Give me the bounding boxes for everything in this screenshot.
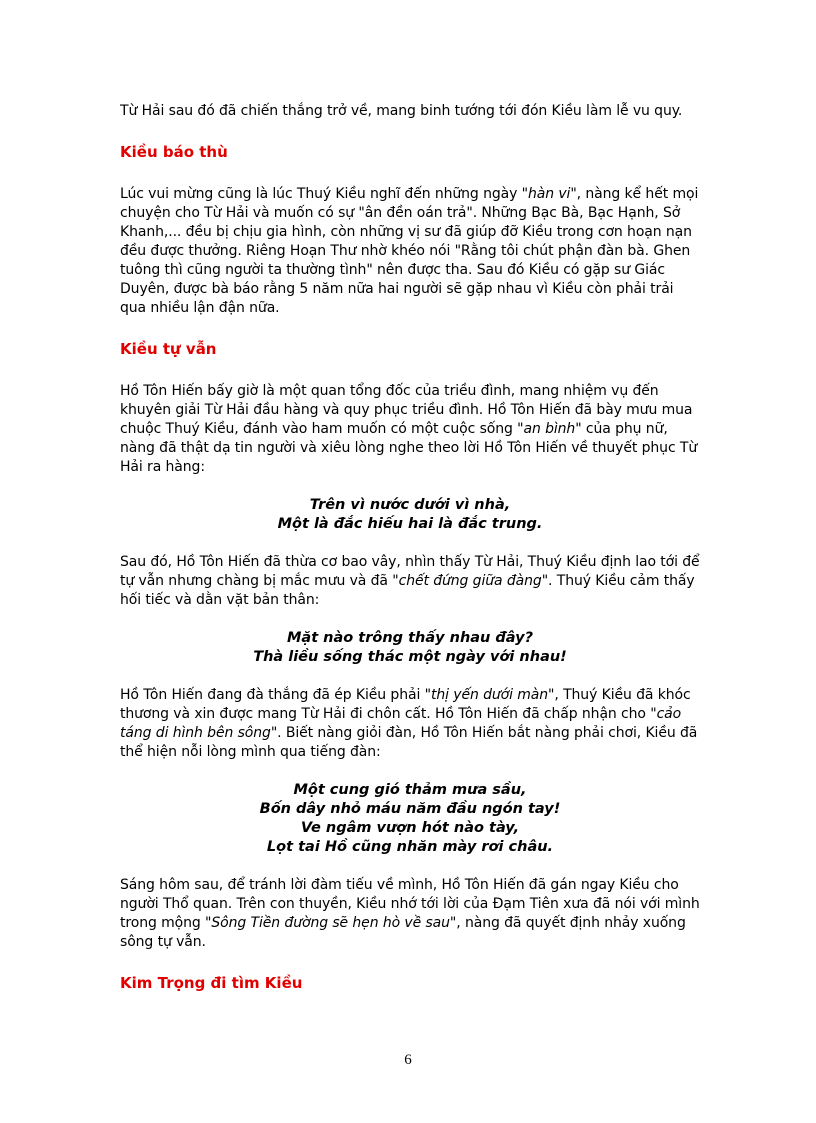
poem-line: Mặt nào trông thấy nhau đây? (286, 630, 534, 646)
paragraph-tu-van: Sáng hôm sau, để tránh lời đàm tiếu về mình, Hồ Tôn Hiến đã gán ngay Kiều cho người Thổ quan. Trên con thuyền, Kiều nhớ tới lời của Đạm Tiên xưa đã nói với mình trong mộng "Sông Tiền đường sẽ hẹn hò về sau", nàng đã quyết định nhảy xuống sông tự vẫn. (120, 877, 700, 950)
poem-line: Trên vì nước dưới vì nhà, (309, 497, 511, 513)
poem-tren-vi-nuoc (120, 496, 700, 534)
paragraph-ho-ton-hien: Hồ Tôn Hiến bấy giờ là một quan tổng đốc của triều đình, mang nhiệm vụ đến khuyên giải Từ Hải đầu hàng và quy phục triều đình. Hồ Tôn Hiến đã bày mưu mua chuộc Thuý Kiều, đánh vào ham muốn có một cuộc sống "an bình" của phụ nữ, nàng đã thật dạ tin người và xiêu lòng nghe theo lời Hồ Tôn Hiến về thuyết phục Từ Hải ra hàng: (120, 383, 698, 475)
poem-mat-nao (120, 629, 700, 667)
poem-mot-cung (120, 781, 700, 857)
poem-line: Một là đắc hiếu hai là đắc trung. (277, 516, 543, 532)
poem-line: Bốn dây nhỏ máu năm đầu ngón tay! (259, 801, 561, 817)
page-number: 6 (404, 1052, 412, 1068)
paragraph-bao-vay: Sau đó, Hồ Tôn Hiến đã thừa cơ bao vây, nhìn thấy Từ Hải, Thuý Kiều định lao tới để tự vẫn nhưng chàng bị mắc mưu và đã "chết đứng giữa đàng". Thuý Kiều cảm thấy hối tiếc và dằn vặt bản thân: (120, 554, 700, 608)
heading-kieu-bao-thu: Kiều báo thù (120, 143, 228, 161)
page-content (120, 102, 700, 993)
poem-line: Một cung gió thảm mưa sầu, (293, 782, 527, 798)
paragraph-victory: Từ Hải sau đó đã chiến thắng trở về, mang binh tướng tới đón Kiều làm lễ vu quy. (120, 103, 683, 119)
poem-line: Lọt tai Hồ cũng nhăn mày rơi châu. (266, 839, 554, 855)
paragraph-thi-yen: Hồ Tôn Hiến đang đà thắng đã ép Kiều phải "thị yến dưới màn", Thuý Kiều đã khóc thương và xin được mang Từ Hải đi chôn cất. Hồ Tôn Hiến đã chấp nhận cho "cảo táng di hình bên sông". Biết nàng giỏi đàn, Hồ Tôn Hiến bắt nàng phải chơi, Kiều đã thể hiện nỗi lòng mình qua tiếng đàn: (120, 687, 698, 760)
poem-line: Thà liều sống thác một ngày với nhau! (253, 649, 567, 665)
heading-kieu-tu-van: Kiều tự vẫn (120, 340, 217, 358)
paragraph-revenge: Lúc vui mừng cũng là lúc Thuý Kiều nghĩ đến những ngày "hàn vi", nàng kể hết mọi chuyện cho Từ Hải và muốn có sự "ân đền oán trả". Những Bạc Bà, Bạc Hạnh, Sở Khanh,... đều bị chịu gia hình, còn những vị sư đã giúp đỡ Kiều trong cơn hoạn nạn đều được thưởng. Riêng Hoạn Thư nhờ khéo nói "Rằng tôi chút phận đàn bà. Ghen tuông thì cũng người ta thường tình" nên được tha. Sau đó Kiều có gặp sư Giác Duyên, được bà báo rằng 5 năm nữa hai người sẽ gặp nhau vì Kiều còn phải trải qua nhiều lận đận nữa. (120, 186, 699, 316)
heading-kim-trong: Kim Trọng đi tìm Kiều (120, 974, 303, 992)
poem-line: Ve ngâm vượn hót nào tày, (300, 820, 520, 836)
